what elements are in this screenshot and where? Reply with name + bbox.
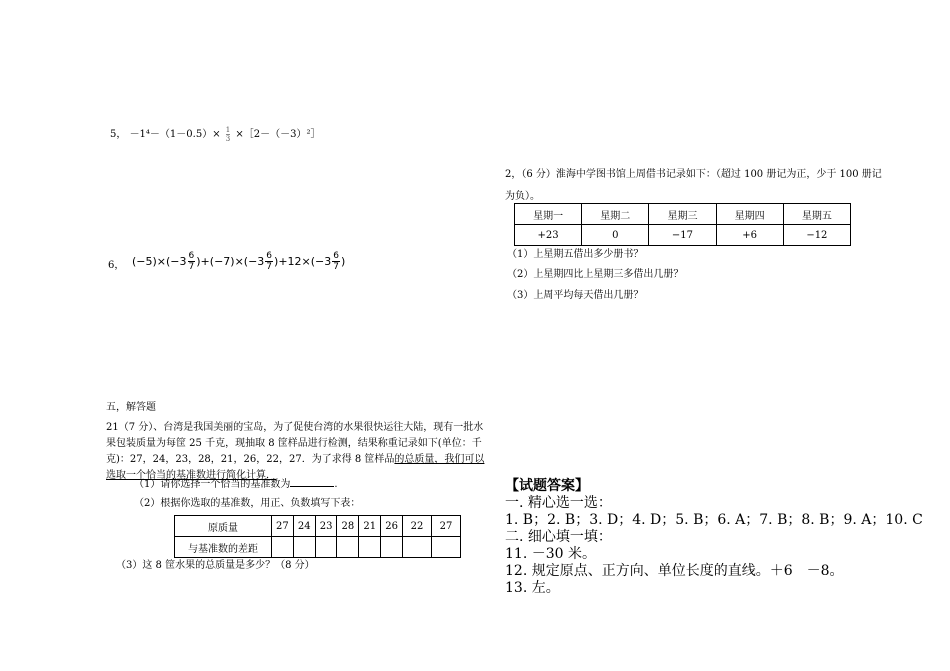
table-cell: 23 (315, 516, 337, 537)
answers-section-2-heading: 二. 细心填一填： (505, 529, 612, 545)
table-cell: 22 (403, 516, 432, 537)
table-row-label: 与基准数的差距 (175, 537, 272, 558)
table-cell-empty[interactable] (272, 537, 294, 558)
answer-12: 12. 规定原点、正方向、单位长度的直线。＋6 －8。 (505, 563, 844, 579)
q6-fraction-numerator: 6 (333, 251, 339, 261)
table-cell-empty[interactable] (403, 537, 432, 558)
table-header: 星期四 (716, 204, 783, 225)
q21-sub-question-3: （3）这 8 筐水果的总质量是多少？（8 分） (116, 560, 315, 571)
table-cell: −12 (783, 225, 850, 246)
answer-13: 13. 左。 (505, 580, 560, 596)
q5-fraction-numerator: 1 (225, 126, 231, 134)
table-cell-empty[interactable] (432, 537, 461, 558)
q6-fraction-numerator: 6 (188, 251, 195, 261)
table-cell: −17 (649, 225, 716, 246)
q21-underlined-text: 的总质量，我们可以选取一个恰当的基准数进行简化计算． (106, 454, 485, 481)
q6-label: 6， (108, 260, 125, 271)
table-header: 星期一 (515, 204, 582, 225)
q5-expression-prefix: －1⁴－（1－0.5）× (129, 129, 221, 140)
q6-fraction-1 (188, 251, 196, 272)
answer-section (505, 478, 923, 597)
q21-sub-question-1 (134, 476, 338, 492)
q6-fraction-numerator: 6 (266, 251, 273, 261)
q6-part-4: ) (341, 255, 346, 268)
q5-expression-suffix: ×［2－（－3）²］ (235, 129, 321, 140)
q21-sub-question-2: （2）根据你选取的基准数，用正、负数填写下表： (134, 498, 361, 509)
q21-table (174, 515, 461, 558)
q2-sub-question-3: （3）上周平均每天借出几册？ (507, 290, 644, 301)
table-cell: 27 (432, 516, 461, 537)
table-cell-empty[interactable] (337, 537, 359, 558)
q2-sub-question-1: （1）上星期五借出多少册书？ (507, 249, 644, 260)
q6-fraction-2 (265, 251, 273, 272)
table-row (175, 516, 461, 537)
q21-intro: 21（7 分）、台湾是我国美丽的宝岛，为了促使台湾的水果很快运往大陆，现有一批水果包装质量为每筐 25 千克，现抽取 8 筐样品进行检测，结果称重记录如下(单位：千克)：27，24，23，28，21，26，22，27．为了求得 8 筐样品 (106, 422, 484, 465)
q21-answer-blank[interactable] (290, 476, 334, 487)
q6-fraction-denominator: 7 (333, 262, 339, 272)
table-row (175, 537, 461, 558)
section-5-title: 五，解答题 (106, 402, 156, 413)
table-cell: +6 (716, 225, 783, 246)
table-cell-empty[interactable] (381, 537, 403, 558)
table-cell: 26 (381, 516, 403, 537)
question-21-text (106, 420, 486, 484)
table-cell: 24 (293, 516, 315, 537)
q6-part-3: )+12×(−3 (274, 255, 332, 268)
table-cell: 21 (359, 516, 381, 537)
answer-11: 11. －30 米。 (505, 546, 596, 562)
table-row (515, 225, 851, 246)
table-cell: 28 (337, 516, 359, 537)
answers-section-1-heading: 一. 精心选一选： (505, 495, 612, 511)
table-cell: 0 (582, 225, 649, 246)
table-row (515, 204, 851, 225)
table-cell-empty[interactable] (293, 537, 315, 558)
q6-part-1: (−5)×(−3 (132, 255, 187, 268)
q5-label: 5， (110, 129, 127, 140)
table-header: 星期三 (649, 204, 716, 225)
q5-fraction (226, 126, 230, 143)
question-5 (110, 126, 321, 143)
question-6-expression (132, 251, 345, 272)
table-row-label: 原质量 (175, 516, 272, 537)
q21-sub1-end: . (334, 479, 338, 490)
q5-fraction-denominator: 3 (225, 135, 231, 143)
q6-part-2: )+(−7)×(−3 (196, 255, 265, 268)
q21-sub1-text: （1）请你选择一个恰当的基准数为 (134, 479, 291, 490)
table-header: 星期二 (582, 204, 649, 225)
question-2-text: 2，（6 分）淮海中学图书馆上周借书记录如下：（超过 100 册记为正，少于 100 册记为负）。 (505, 169, 882, 202)
table-cell: 27 (272, 516, 294, 537)
table-cell-empty[interactable] (315, 537, 337, 558)
answers-title: 【试题答案】 (505, 478, 589, 494)
table-cell-empty[interactable] (359, 537, 381, 558)
q6-fraction-denominator: 7 (266, 262, 273, 272)
q2-table (514, 203, 851, 246)
q6-fraction-3 (332, 251, 340, 272)
answers-multiple-choice: 1. B；2. B；3. D；4. D；5. B；6. A；7. B；8. B；9. A；10. C (505, 512, 923, 528)
table-header: 星期五 (783, 204, 850, 225)
q6-fraction-denominator: 7 (188, 262, 195, 272)
q2-sub-question-2: （2）上星期四比上星期三多借出几册？ (507, 269, 684, 280)
table-cell: +23 (515, 225, 582, 246)
